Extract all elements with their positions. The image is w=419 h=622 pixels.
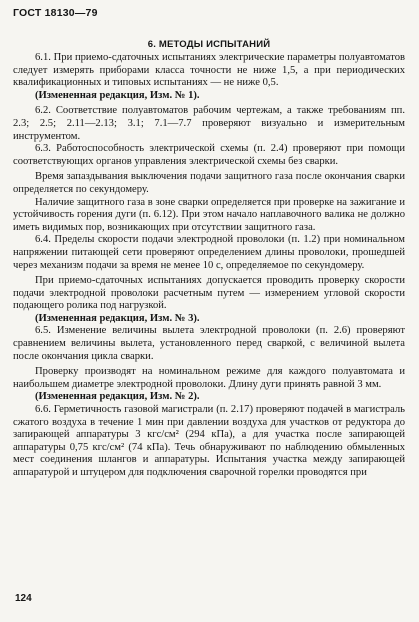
paragraph-6-6: 6.6. Герметичность газовой магистрали (п. 2.17) проверяют подачей в магистраль сжатого воздуха в течение 1 мин при давлении воздуха для участков от редуктора до запирающей аппаратуры 3 кгс/см² (294 кПа), а для участка после запирающей аппаратуры 0,75 кгс/см² (74 кПа). Течь обнаруживают по наблюдению обмыленных мест соединения шлангов и аппаратуры. Испытания участка между запирающей аппаратурой и штуцером для подключения сварочной горелки проводятся при: [13, 404, 405, 478]
page-number: 124: [15, 593, 32, 604]
section-title: 6. МЕТОДЫ ИСПЫТАНИЙ: [147, 39, 271, 50]
paragraph-6-1: 6.1. При приемо-сдаточных испытаниях электрические параметры полуавтоматов следует измерять приборами класса точности не ниже 1,5, а при периодических квалификационных и типовых испытаниях — не ниже 0,5.: [13, 52, 405, 89]
paragraph-speed-calculation: При приемо-сдаточных испытаниях допускается проводить проверку скорости подачи электродной проволоки расчетным путем — измерением угловой скорости подающего ролика под нагрузкой.: [13, 275, 405, 312]
paragraph-gas-presence: Наличие защитного газа в зоне сварки определяется при проверке на зажигание и устойчивость горения дуги (п. 6.12). При этом начало наплавочного валика не должно иметь видимых пор, возникающих при отсутствии защитного газа.: [13, 196, 405, 233]
standard-code: ГОСТ 18130—79: [13, 7, 98, 19]
paragraph-6-5: 6.5. Изменение величины вылета электродной проволоки (п. 2.6) проверяют сравнением величины вылета, установленного перед сваркой, с величиной вылета после окончания цикла сварки.: [13, 325, 405, 362]
paragraph-nominal-mode: Проверку производят на номинальном режиме для каждого полуавтомата и наибольшем диаметре электродной проволоки. Длину дуги принять равной 3 мм.: [13, 366, 405, 390]
paragraph-6-2: 6.2. Соответствие полуавтоматов рабочим чертежам, а также требованиям пп. 2.3; 2.5; 2.11—2.13; 3.1; 7.1—7.7 проверяют визуально и измерительным инструментом.: [13, 105, 405, 142]
amendment-note-2: (Измененная редакция, Изм. № 2).: [35, 391, 200, 403]
amendment-note-1: (Измененная редакция, Изм. № 1).: [35, 89, 200, 101]
paragraph-6-3: 6.3. Работоспособность электрической схемы (п. 2.4) проверяют при помощи соответствующих органов управления электрической схемы без сварки.: [13, 143, 405, 167]
paragraph-6-4: 6.4. Пределы скорости подачи электродной проволоки (п. 1.2) при номинальном напряжении питающей сети проверяют определением длины проволоки, прошедшей через механизм подачи за время не менее 10 с, определяемое по секундомеру.: [13, 234, 405, 271]
amendment-note-3: (Измененная редакция, Изм. № 3).: [35, 312, 200, 324]
paragraph-gas-delay: Время запаздывания выключения подачи защитного газа после окончания сварки определяется по секундомеру.: [13, 171, 405, 195]
